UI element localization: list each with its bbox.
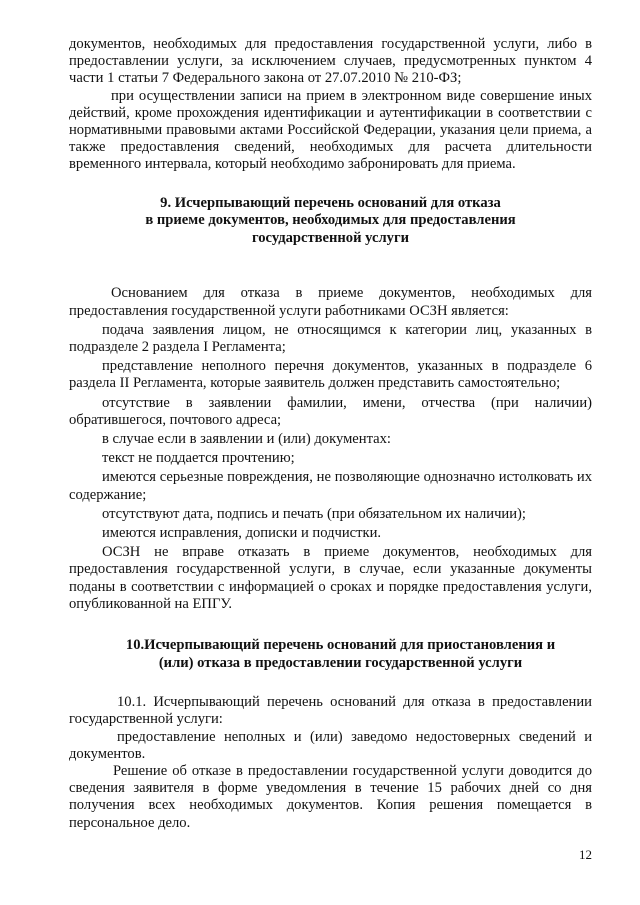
section-9-heading-line-1: 9. Исчерпывающий перечень оснований для отказа <box>160 194 501 211</box>
section-10-decision-notice: Решение об отказе в предоставлении государственной услуги доводится до сведения заявителя в форме уведомления в течение 15 рабочих дней со дня получения всех необходимых документов. Копия решения помещается в персональное дело. <box>69 763 592 831</box>
section-9-heading-line-2: в приеме документов, необходимых для предоставления <box>145 212 516 229</box>
section-9-intro: Основанием для отказа в приеме документов, необходимых для предоставления государственной услуги работниками ОСЗН является: <box>69 285 592 319</box>
section-9-heading-line-3: государственной услуги <box>251 229 410 246</box>
section-10-heading <box>69 637 592 672</box>
paragraph-electronic-appointment: при осуществлении записи на прием в электронном виде совершение иных действий, кроме прохождения идентификации и аутентификации в соответствии с нормативными правовыми актами Российской Федерации, указания цели приема, а также предоставления сведений, необходимых для расчета длительности временного интервала, который необходимо забронировать для приема. <box>69 87 592 173</box>
section-9-item-6: имеются серьезные повреждения, не позволяющие однозначно истолковать их содержание; <box>69 469 592 503</box>
section-10-1-paragraph: 10.1. Исчерпывающий перечень оснований для отказа в предоставлении государственной услуги: <box>69 694 592 728</box>
section-9-heading <box>69 195 592 248</box>
section-9-closing: ОСЗН не вправе отказать в приеме документов, необходимых для предоставления государственной услуги, в случае, если указанные документы поданы в соответствии с информацией о сроках и порядке предоставления услуги, опубликованной на ЕПГУ. <box>69 544 592 612</box>
section-9-item-3: отсутствие в заявлении фамилии, имени, отчества (при наличии) обратившегося, почтового адреса; <box>69 394 592 428</box>
section-10-incomplete-info: предоставление неполных и (или) заведомо недостоверных сведений и документов. <box>69 728 592 762</box>
section-10-heading-line-2: (или) отказа в предоставлении государственной услуги <box>158 654 523 671</box>
document-page <box>69 36 592 832</box>
section-9-item-8: имеются исправления, дописки и подчистки. <box>102 525 382 542</box>
section-9-item-2: представление неполного перечня документов, указанных в подразделе 6 раздела II Регламента, которые заявитель должен представить самостоятельно; <box>69 358 592 392</box>
page-number: 12 <box>579 847 592 862</box>
section-9-item-7: отсутствуют дата, подпись и печать (при обязательном их наличии); <box>102 505 526 522</box>
section-9-item-5: текст не поддается прочтению; <box>102 450 295 467</box>
paragraph-continuation: документов, необходимых для предоставления государственной услуги, либо в предоставлении услуги, за исключением случаев, предусмотренных пунктом 4 части 1 статьи 7 Федерального закона от 27.07.2010 № 210-ФЗ; <box>69 36 592 87</box>
section-9-item-1: подача заявления лицом, не относящимся к категории лиц, указанных в подразделе 2 раздела I Регламента; <box>69 321 592 356</box>
section-10-heading-line-1: 10.Исчерпывающий перечень оснований для приостановления и <box>125 637 556 654</box>
section-9-item-4: в случае если в заявлении и (или) документах: <box>102 431 391 448</box>
